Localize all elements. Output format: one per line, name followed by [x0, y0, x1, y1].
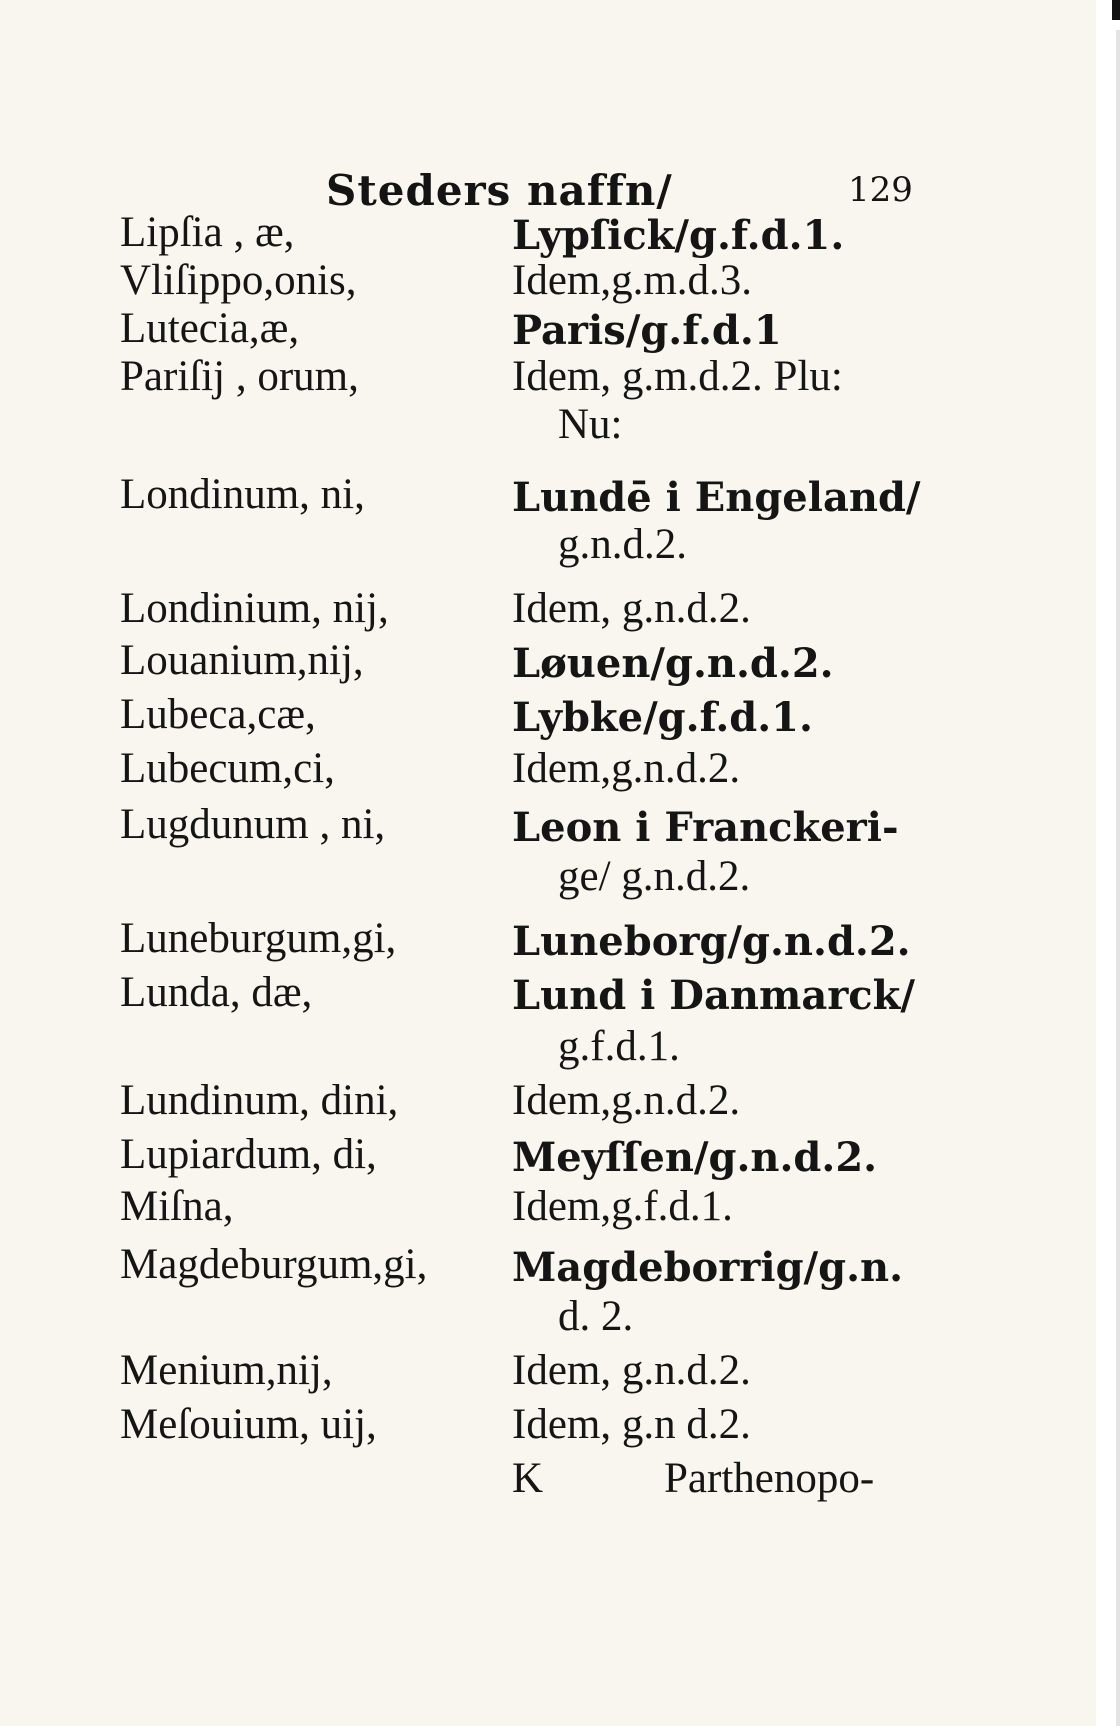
latin-entry: Lutecia,æ,: [120, 305, 300, 352]
vernacular-entry: Idem,g.n.d.2.: [512, 1077, 741, 1124]
latin-entry: Lubecum,ci,: [120, 745, 335, 792]
vernacular-entry: Paris/g.f.d.1: [512, 307, 782, 354]
vernacular-entry: Leon i Franckeri-: [512, 804, 899, 851]
latin-entry: Miſna,: [120, 1183, 234, 1230]
vernacular-entry: Idem,g.f.d.1.: [512, 1183, 733, 1230]
latin-entry: Luneburgum,gi,: [120, 915, 397, 962]
latin-entry: Lunda, dæ,: [120, 969, 313, 1016]
vernacular-entry: Lundē i Engeland/: [512, 474, 921, 521]
vernacular-entry: Idem, g.n.d.2.: [512, 1347, 751, 1394]
latin-entry: Londinum, ni,: [120, 471, 365, 518]
latin-entry: Menium,nij,: [120, 1347, 333, 1394]
vernacular-entry: Idem, g.n d.2.: [512, 1401, 751, 1448]
vernacular-entry: Lybke/g.f.d.1.: [512, 694, 813, 741]
latin-entry: Lugdunum , ni,: [120, 801, 386, 848]
signature-mark: K: [512, 1455, 544, 1502]
vernacular-entry: Idem, g.n.d.2.: [512, 585, 751, 632]
vernacular-continuation: g.n.d.2.: [558, 521, 687, 568]
latin-entry: Meſouium, uij,: [120, 1401, 377, 1448]
vernacular-continuation: ge/ g.n.d.2.: [558, 853, 751, 900]
vernacular-entry: Magdeborrig/g.n.: [512, 1244, 904, 1291]
latin-entry: Magdeburgum,gi,: [120, 1241, 428, 1288]
latin-entry: Londinium, nij,: [120, 585, 389, 632]
vernacular-entry: Lund i Danmarck/: [512, 972, 915, 1019]
latin-entry: Pariſij , orum,: [120, 353, 359, 400]
vernacular-entry: Idem, g.m.d.2. Plu:: [512, 353, 843, 400]
vernacular-entry: Løuen/g.n.d.2.: [512, 640, 834, 687]
catchword: Parthenopo-: [664, 1455, 875, 1502]
page-number: 129: [848, 170, 913, 210]
latin-entry: Vliſippo,onis,: [120, 257, 357, 304]
vernacular-continuation: Nu:: [558, 401, 623, 448]
scan-shadow: [1116, 30, 1120, 1726]
vernacular-entry: Idem,g.m.d.3.: [512, 257, 753, 304]
vernacular-entry: Idem,g.n.d.2.: [512, 745, 741, 792]
running-title: Steders naffn/: [326, 166, 673, 215]
vernacular-entry: Meyſſen/g.n.d.2.: [512, 1134, 878, 1181]
latin-entry: Lupiardum, di,: [120, 1131, 377, 1178]
latin-entry: Louanium,nij,: [120, 637, 364, 684]
latin-entry: Lundinum, dini,: [120, 1077, 399, 1124]
latin-entry: Lipſia , æ,: [120, 209, 295, 256]
vernacular-continuation: d. 2.: [558, 1293, 634, 1340]
latin-entry: Lubeca,cæ,: [120, 691, 316, 738]
vernacular-entry: Luneborg/g.n.d.2.: [512, 918, 911, 965]
vernacular-entry: Lypſick/g.f.d.1.: [512, 212, 845, 259]
vernacular-continuation: g.f.d.1.: [558, 1023, 680, 1070]
scan-artifact: [1112, 0, 1120, 20]
